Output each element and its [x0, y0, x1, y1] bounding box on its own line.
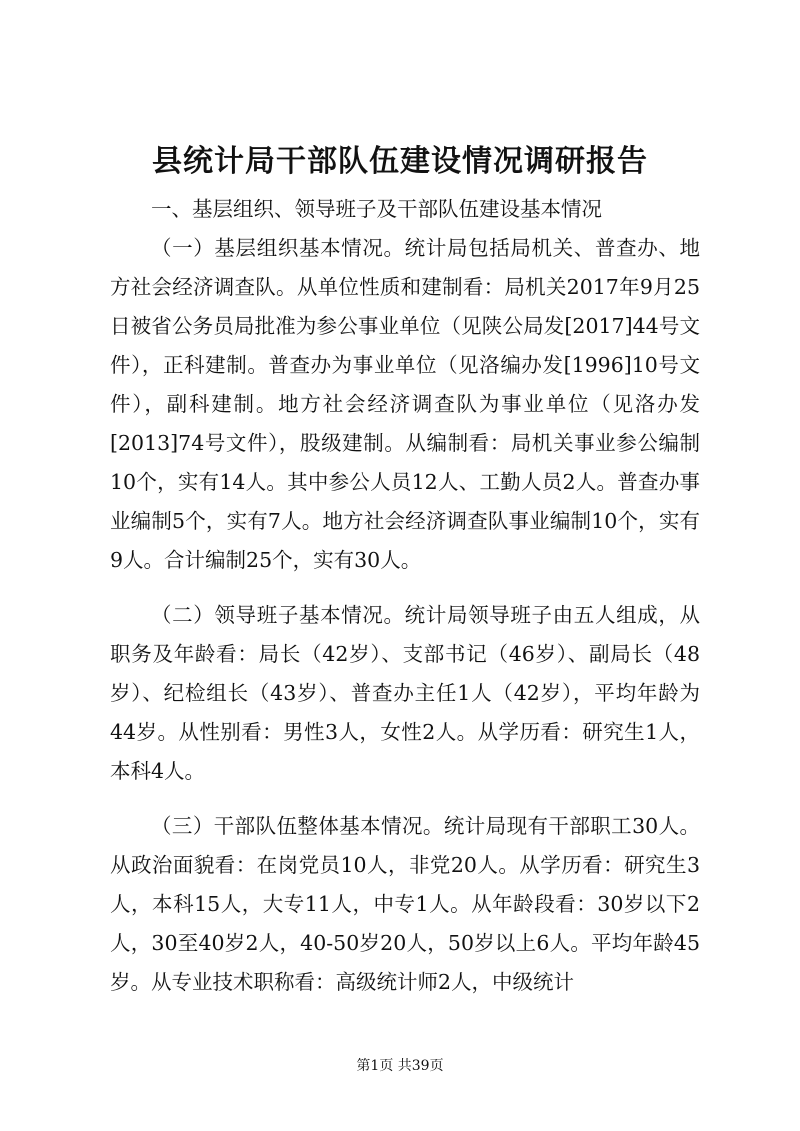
page-number-footer: 第1页 共39页 — [356, 1058, 444, 1074]
section-heading: 一、基层组织、领导班子及干部队伍建设基本情况 — [151, 197, 602, 221]
paragraph-grassroots: （一）基层组织基本情况。统计局包括局机关、普查办、地方社会经济调查队。从单位性质和建制看：局机关2017年9月25日被省公务员局批准为参公事业单位（见陕公局发[2017]44号文件），正科建制。普查办为事业单位（见洛编办发[1996]10号文件），副科建制。地方社会经济调查队为事业单位（见洛办发[2013]74号文件），股级建制。从编制看：局机关事业参公编制10个，实有14人。其中参公人员12人、工勤人员2人。普查办事业编制5个，实有7人。地方社会经济调查队事业编制10个，实有9人。合计编制25个，实有30人。 — [110, 236, 700, 572]
document-body — [110, 190, 700, 1002]
document-title: 县统计局干部队伍建设情况调研报告 — [152, 144, 648, 179]
paragraph-cadre-team: （三）干部队伍整体基本情况。统计局现有干部职工30人。从政治面貌看：在岗党员10人，非党20人。从学历看：研究生3人，本科15人，大专11人，中专1人。从年龄段看：30岁以下2人，30至40岁2人，40-50岁20人，50岁以上6人。平均年龄45岁。从专业技术职称看：高级统计师2人，中级统计 — [110, 814, 700, 994]
paragraph-leadership: （二）领导班子基本情况。统计局领导班子由五人组成，从职务及年龄看：局长（42岁）、支部书记（46岁）、副局长（48岁）、纪检组长（43岁）、普查办主任1人（42岁），平均年龄为44岁。从性别看：男性3人，女性2人。从学历看：研究生1人，本科4人。 — [110, 603, 700, 783]
